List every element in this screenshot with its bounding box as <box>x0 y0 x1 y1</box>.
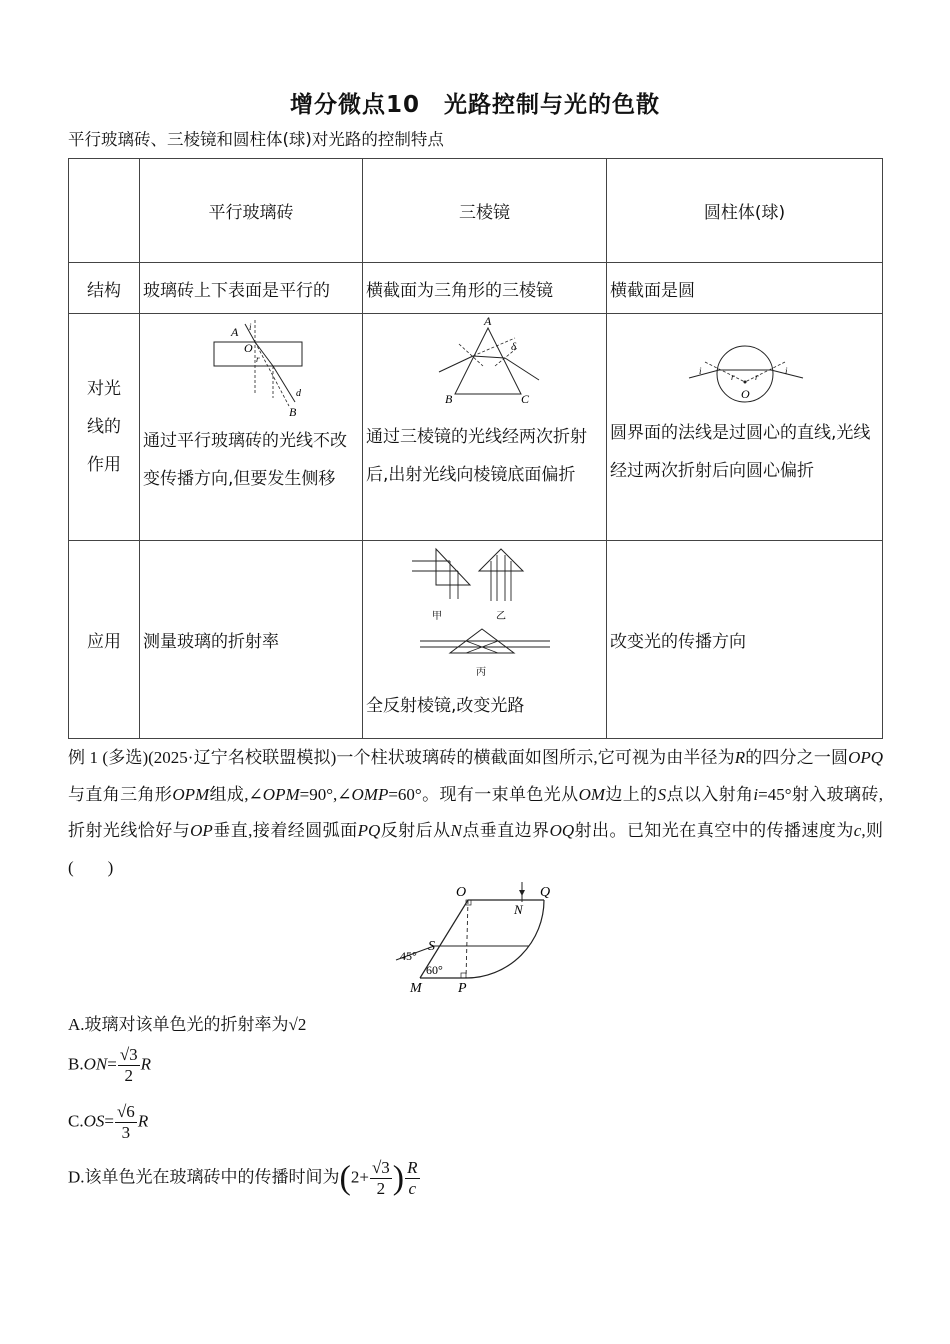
example-var: PQ <box>357 821 381 840</box>
sphere-diagram <box>675 314 815 406</box>
label-jia: 甲 <box>431 611 442 622</box>
example-var: i <box>753 784 759 804</box>
header-empty <box>69 159 140 263</box>
row-label: 结构 <box>69 263 140 314</box>
option-c-eq: = <box>104 1111 114 1131</box>
right-paren: ) <box>392 1159 405 1197</box>
option-b-suffix: R <box>140 1054 152 1074</box>
label-i-left: i <box>698 366 702 376</box>
example-text: 点垂直边界 <box>461 821 550 840</box>
option-d-text: D.该单色光在玻璃砖中的传播时间为 <box>68 1167 340 1187</box>
header-slab: 平行玻璃砖 <box>140 159 363 263</box>
table-cell-text: 通过平行玻璃砖的光线不改变传播方向,但要发生侧移 <box>143 431 347 489</box>
label-60: 60° <box>426 963 443 977</box>
label-bing: 丙 <box>475 667 486 678</box>
example-text: 射出。已知光在真空中的传播速度为 <box>574 821 854 840</box>
example-var: OM <box>578 784 606 804</box>
fraction-denominator: 3 <box>121 1123 131 1142</box>
table-cell: 改变光的传播方向 <box>607 541 883 739</box>
label-i: i <box>249 322 252 332</box>
example-text: 反射后从 <box>380 821 451 840</box>
example-label: 例 1 <box>68 748 99 767</box>
label-O: O <box>244 341 253 355</box>
option-b-var: ON <box>83 1054 108 1074</box>
example-var: N <box>450 821 462 840</box>
table-cell <box>607 314 883 541</box>
page-title: 增分微点10 光路控制与光的色散 <box>289 92 660 118</box>
table-row <box>69 263 883 314</box>
example-var: R <box>734 748 746 767</box>
comparison-table <box>68 158 883 739</box>
label-delta: δ <box>510 341 516 353</box>
label-A: A <box>231 325 239 339</box>
table-row <box>69 314 883 541</box>
table-cell: 测量玻璃的折射率 <box>140 541 363 739</box>
example-text: =60°。现有一束单色光从 <box>388 784 579 804</box>
example-var: OMP <box>351 784 389 804</box>
option-a-value: √2 <box>288 1015 307 1034</box>
example-text: 组成,∠ <box>209 784 263 804</box>
label-r-right: r <box>754 372 759 382</box>
example-var: OP <box>190 821 213 840</box>
fraction-numerator: R <box>407 1158 418 1177</box>
example-text: 的四分之一圆 <box>745 748 849 767</box>
fraction-numerator: √3 <box>371 1158 390 1177</box>
option-d-fraction <box>370 1158 392 1199</box>
option-d-inner: 2+ <box>350 1167 369 1187</box>
parallel-slab-diagram <box>181 314 321 418</box>
label-C: C <box>520 392 529 404</box>
table-cell <box>140 314 363 541</box>
table-header-row <box>69 159 883 263</box>
example-text: 垂直,接着经圆弧面 <box>212 821 358 840</box>
label-M: M <box>410 981 422 996</box>
left-paren: ( <box>339 1159 351 1197</box>
example-text: 与直角三角形 <box>68 784 173 804</box>
label-d: d <box>296 388 301 399</box>
row-label: 应用 <box>69 541 140 739</box>
label-S: S <box>428 939 435 954</box>
example-var: OQ <box>549 821 575 840</box>
option-b-fraction <box>118 1045 140 1086</box>
total-reflection-diagram <box>410 541 560 681</box>
option-c-text: C. <box>68 1111 84 1131</box>
example-text: ,则 ( ) <box>68 821 901 877</box>
label-A: A <box>483 314 491 328</box>
label-r-left: r <box>730 372 735 382</box>
option-a[interactable] <box>68 1010 306 1035</box>
label-r: r <box>256 354 260 364</box>
label-i-right: i <box>784 366 788 376</box>
example-paragraph <box>68 740 901 886</box>
example-var: S <box>657 784 667 804</box>
example-text: =45°射入玻璃砖,折射光线恰好与 <box>68 784 884 840</box>
label-P: P <box>458 981 467 996</box>
option-c-suffix: R <box>137 1111 149 1131</box>
row-label <box>69 314 140 541</box>
header-prism: 三棱镜 <box>363 159 607 263</box>
table-cell <box>363 314 607 541</box>
row-label-line: 对光 <box>87 379 121 399</box>
table-cell-text: 通过三棱镜的光线经两次折射后,出射光线向棱镜底面偏折 <box>366 427 587 485</box>
example-var: OPM <box>262 784 300 804</box>
fraction-denominator: 2 <box>376 1179 386 1198</box>
option-c-var: OS <box>83 1111 105 1131</box>
example-figure <box>390 880 560 998</box>
fraction-numerator: √6 <box>116 1102 135 1121</box>
option-c[interactable] <box>68 1102 148 1143</box>
table-cell <box>363 541 607 739</box>
example-text: 边上的 <box>605 784 658 804</box>
option-a-text: A.玻璃对该单色光的折射率为 <box>68 1015 289 1034</box>
example-text: =90°,∠ <box>299 784 352 804</box>
row-label-line: 作用 <box>87 455 121 475</box>
table-cell: 横截面为三角形的三棱镜 <box>363 263 607 314</box>
label-45: 45° <box>400 949 417 963</box>
row-label-line: 线的 <box>87 417 121 437</box>
example-var: OPQ <box>848 748 884 767</box>
option-c-fraction <box>115 1102 137 1143</box>
table-cell: 横截面是圆 <box>607 263 883 314</box>
label-yi: 乙 <box>495 611 506 622</box>
example-text: 一个柱状玻璃砖的横截面如图所示,它可视为由半径为 <box>336 748 735 767</box>
section-subtitle: 平行玻璃砖、三棱镜和圆柱体(球)对光路的控制特点 <box>68 130 444 149</box>
label-N: N <box>514 902 523 917</box>
prism-diagram <box>415 314 555 404</box>
label-O: O <box>740 387 750 401</box>
label-B: B <box>444 392 452 404</box>
example-var: c <box>853 821 862 840</box>
option-b-text: B. <box>68 1054 84 1074</box>
header-cylinder: 圆柱体(球) <box>607 159 883 263</box>
table-row <box>69 541 883 739</box>
example-tag: (多选)(2025·辽宁名校联盟模拟) <box>102 748 337 767</box>
label-B: B <box>289 405 297 418</box>
option-d-rc-fraction <box>405 1158 419 1199</box>
option-b[interactable] <box>68 1045 151 1086</box>
example-var: OPM <box>172 784 210 804</box>
table-cell-text: 全反射棱镜,改变光路 <box>366 696 525 716</box>
example-text: 点以入射角 <box>666 784 754 804</box>
table-cell: 玻璃砖上下表面是平行的 <box>140 263 363 314</box>
option-b-eq: = <box>107 1054 117 1074</box>
fraction-numerator: √3 <box>119 1045 138 1064</box>
label-O: O <box>456 885 467 900</box>
option-d[interactable] <box>68 1158 421 1199</box>
fraction-denominator: c <box>408 1179 417 1198</box>
fraction-denominator: 2 <box>124 1066 133 1085</box>
table-cell-text: 圆界面的法线是过圆心的直线,光线经过两次折射后向圆心偏折 <box>610 423 871 481</box>
label-Q: Q <box>540 885 551 900</box>
